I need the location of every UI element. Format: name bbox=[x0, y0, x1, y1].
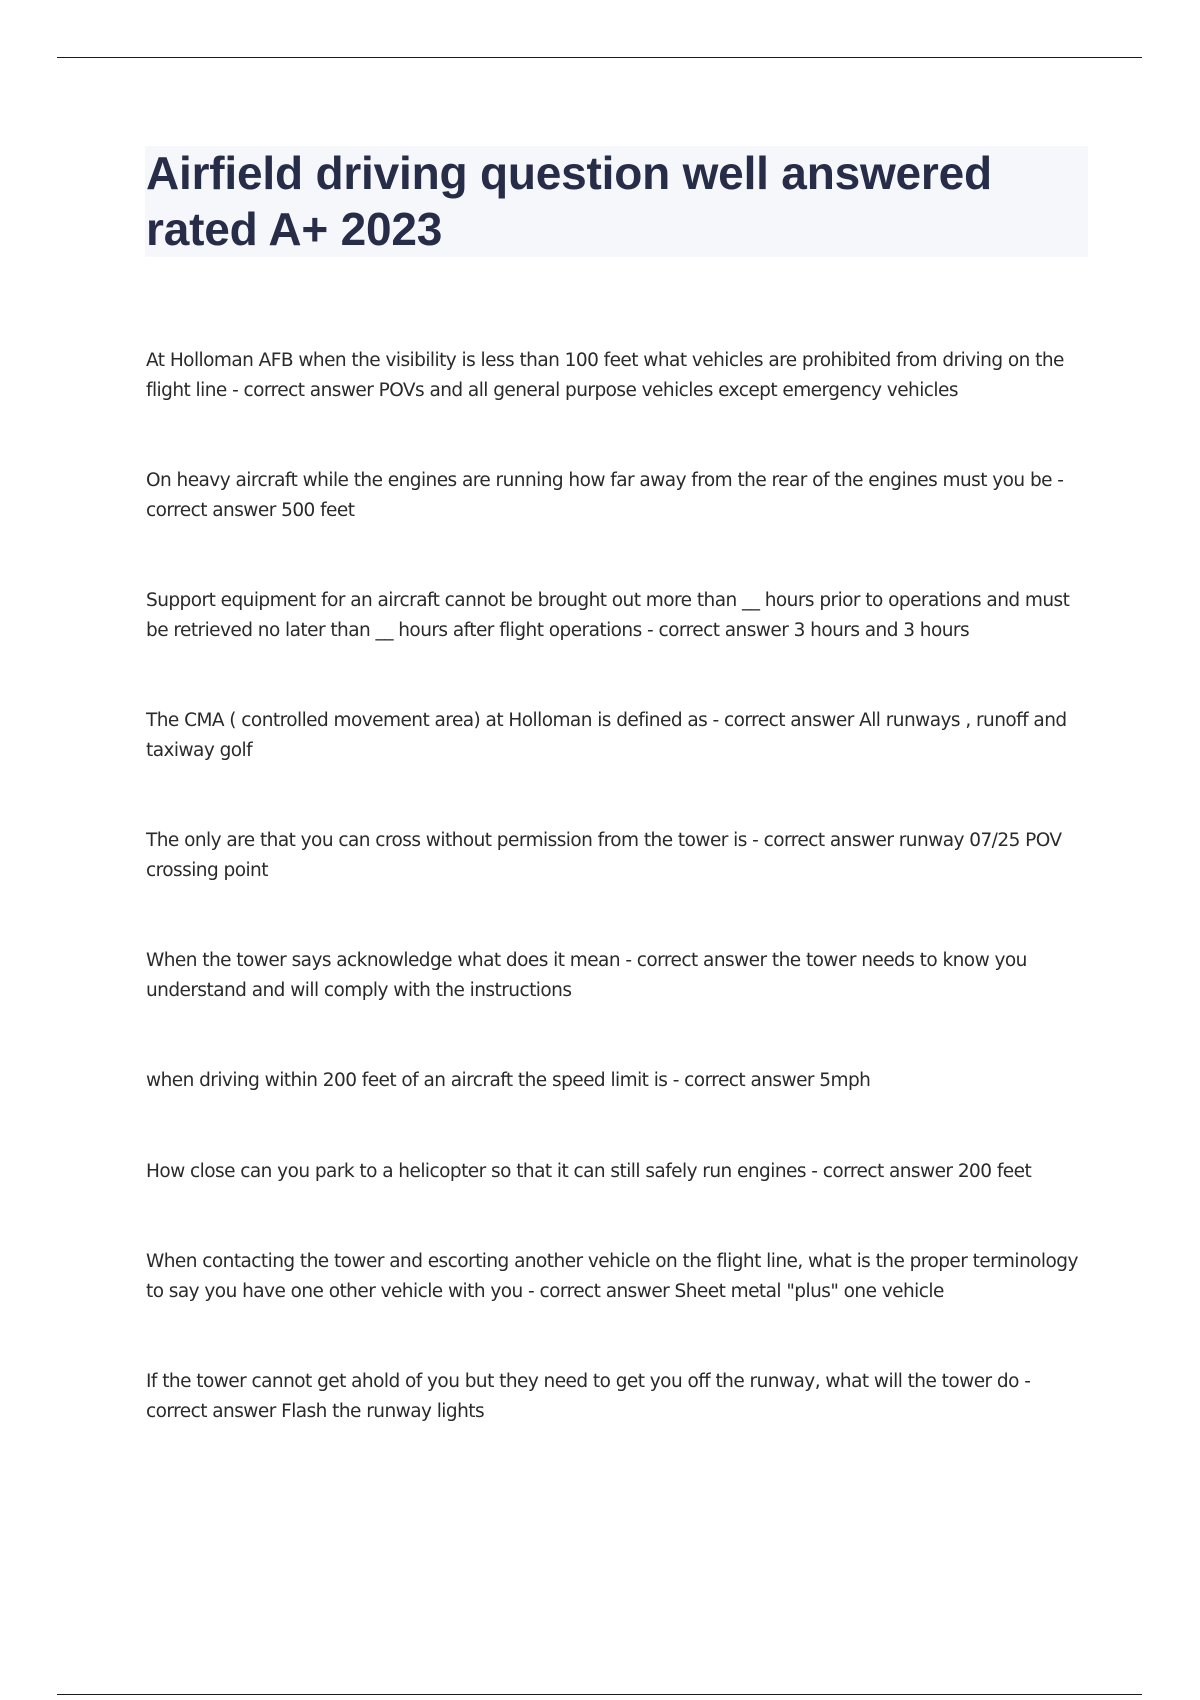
qa-item-10: If the tower cannot get ahold of you but they need to get you off the runway, what will the tower do - correct answer Flash the runway lights bbox=[146, 1371, 1031, 1422]
qa-item-8: How close can you park to a helicopter so that it can still safely run engines - correct answer 200 feet bbox=[146, 1160, 1032, 1182]
qa-item-5: The only are that you can cross without permission from the tower is - correct answer runway 07/25 POV crossing point bbox=[146, 830, 1062, 881]
qa-item-2: On heavy aircraft while the engines are running how far away from the rear of the engines must you be - correct answer 500 feet bbox=[146, 470, 1064, 521]
qa-item-7: when driving within 200 feet of an aircraft the speed limit is - correct answer 5mph bbox=[146, 1070, 871, 1091]
qa-item-1: At Holloman AFB when the visibility is less than 100 feet what vehicles are prohibited from driving on the flight line - correct answer POVs and all general purpose vehicles except emergency vehicles bbox=[146, 350, 1064, 401]
qa-item-9: When contacting the tower and escorting another vehicle on the flight line, what is the proper terminology to say you have one other vehicle with you - correct answer Sheet metal "plus" one vehicle bbox=[146, 1251, 1078, 1302]
top-rule bbox=[57, 57, 1142, 58]
qa-list bbox=[146, 346, 1096, 1487]
bottom-rule bbox=[57, 1694, 1142, 1695]
document-title: Airfield driving question well answered rated A+ 2023 bbox=[146, 147, 992, 255]
qa-item-4: The CMA ( controlled movement area) at Holloman is defined as - correct answer All runways , runoff and taxiway golf bbox=[146, 710, 1067, 761]
qa-item-3: Support equipment for an aircraft cannot be brought out more than __ hours prior to operations and must be retrieved no later than __ hours after flight operations - correct answer 3 hours and 3 hours bbox=[146, 590, 1070, 641]
qa-item-6: When the tower says acknowledge what does it mean - correct answer the tower needs to know you understand and will comply with the instructions bbox=[146, 950, 1027, 1001]
